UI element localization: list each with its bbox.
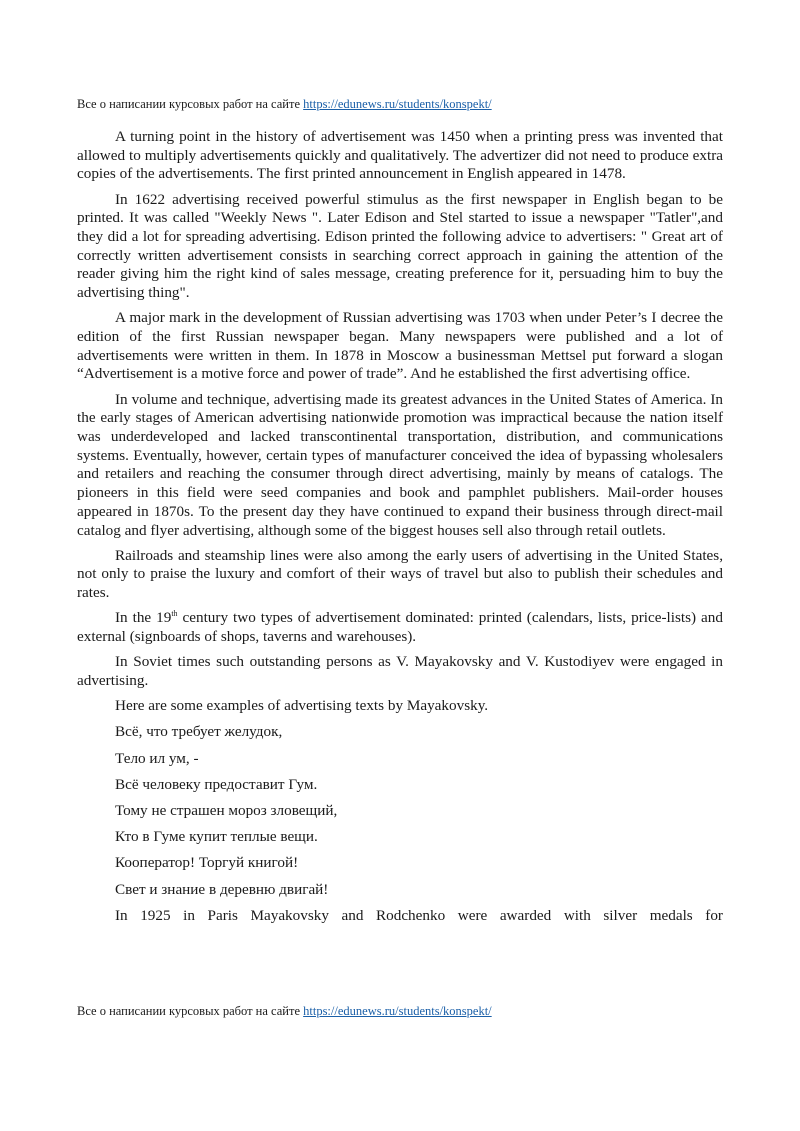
page-footer: [77, 1003, 492, 1019]
paragraph-usa-advertising: In volume and technique, advertising made its greatest advances in the United States of America. In the early stages of American advertising nationwide promotion was impractical because the nation itself was underdeveloped and lacked transcontinental transportation, distribution, and communications systems. Eventually, however, certain types of manufacturer conceived the idea of bypassing wholesalers and retailers and reaching the consumer through direct advertising, mainly by means of catalogs. The pioneers in this field were seed companies and book and pamphlet publishers. Mail-order houses appeared in 1870s. To the present day they have continued to expand their business through direct-mail catalog and flyer advertising, although some of the biggest houses sell also through retail outlets.: [77, 390, 723, 539]
header-link[interactable]: https://edunews.ru/students/konspekt/: [303, 97, 492, 111]
century-text-before: In the 19: [115, 609, 172, 627]
examples-intro: Here are some examples of advertising texts by Mayakovsky.: [115, 697, 489, 715]
paragraph-printing-press: A turning point in the history of advertisement was 1450 when a printing press was invented that allowed to multiply advertisements quickly and qualitatively. The advertizer did not need to produce extra copies of the advertisements. The first printed announcement in English appeared in 1478.: [77, 128, 723, 183]
footer-text: Все о написании курсовых работ на сайте: [77, 1004, 304, 1018]
poem-line: Всё человеку предоставит Гум.: [115, 775, 318, 793]
poem-line: Тело ил ум, -: [115, 749, 199, 767]
paragraph-first-newspaper: In 1622 advertising received powerful stimulus as the first newspaper in English began to be printed. It was called "Weekly News ". Later Edison and Stel started to issue a newspaper "Tatler",and they did a lot for spreading advertising. Edison printed the following advice to advertisers: " Great art of correctly written advertisement consists in searching correct approach in gaining the attention of the reader giving him the right kind of sales message, creating preference for it, persuading him to buy the advertising thing".: [77, 190, 723, 302]
poem-line: Свет и знание в деревню двигай!: [115, 880, 329, 898]
paragraph-paris-1925: In 1925 in Paris Mayakovsky and Rodchenko were awarded with silver medals for: [115, 906, 723, 924]
poem-line: Всё, что требует желудок,: [115, 723, 283, 741]
header-text: Все о написании курсовых работ на сайте: [77, 97, 304, 111]
paragraph-soviet-times: In Soviet times such outstanding persons as V. Mayakovsky and V. Kustodiyev were engaged in advertising.: [77, 653, 723, 689]
page-header: [77, 96, 492, 112]
century-superscript: th: [171, 609, 178, 619]
footer-link[interactable]: https://edunews.ru/students/konspekt/: [303, 1004, 492, 1018]
poem-line: Кооператор! Торгуй книгой!: [115, 854, 299, 872]
paragraph-railroads: Railroads and steamship lines were also among the early users of advertising in the United States, not only to praise the luxury and comfort of their ways of travel but also to publish their schedules and rates.: [77, 546, 723, 602]
document-body: [77, 128, 723, 926]
poem-line: Кто в Гуме купит теплые вещи.: [115, 828, 318, 846]
poem-line: Тому не страшен мороз зловещий,: [115, 802, 338, 819]
paragraph-19th-century: [77, 609, 723, 646]
paragraph-russian-advertising: A major mark in the development of Russian advertising was 1703 when under Peter’s I decree the edition of the first Russian newspaper began. Many newspapers were published and a lot of advertisements were written in them. In 1878 in Moscow a businessman Mettsel put forward a slogan “Advertisement is a motive force and power of trade”. And he established the first advertising office.: [77, 309, 723, 383]
century-text-after: century two types of advertisement dominated: printed (calendars, lists, price-lists) and external (signboards of shops, taverns and warehouses).: [77, 609, 723, 646]
